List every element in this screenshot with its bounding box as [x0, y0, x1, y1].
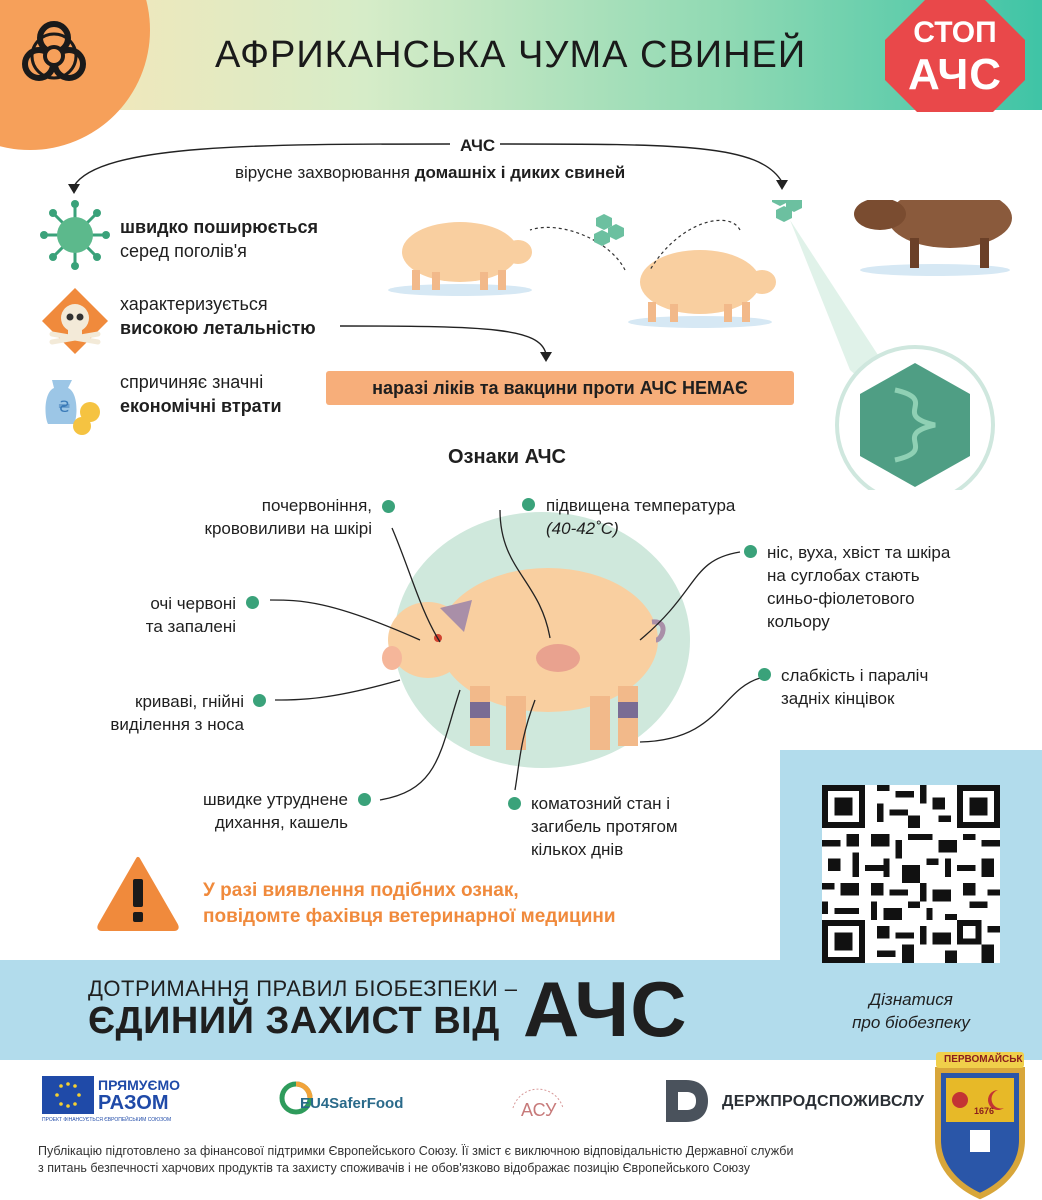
sign-temperature-line2: (40-42˚С) [546, 519, 619, 538]
crest-year: 1676 [974, 1106, 995, 1116]
sign-coma-line3: кількох днів [531, 840, 624, 859]
asf-label: АЧС [460, 136, 496, 155]
sign-red-eyes-line2: та запалені [145, 617, 236, 636]
sign-skin-redness [160, 494, 372, 540]
footer-disclaimer [38, 1143, 793, 1177]
sign-dot [246, 596, 259, 609]
eu-flag-icon [42, 1076, 94, 1114]
stop-label-line1: СТОП [913, 16, 997, 49]
sign-red-eyes [100, 592, 236, 638]
qr-code[interactable] [822, 785, 1000, 963]
sign-dot [744, 545, 757, 558]
sign-paralysis [781, 664, 928, 710]
sign-purple-skin-line2: на суглобах стають [767, 566, 920, 585]
sign-nasal-discharge-line2: виділення з носа [110, 715, 244, 734]
stop-label-line2: АЧС [907, 50, 1003, 99]
sign-purple-skin-line1: ніс, вуха, хвіст та шкіра [767, 543, 951, 562]
footer-line2: з питань безпечності харчових продуктів та захисту споживачів і не обов'язково відображає позицію Європейського Союзу [38, 1161, 751, 1175]
sign-temperature [546, 494, 735, 540]
sign-nasal-discharge-line1: криваві, гнійні [135, 692, 244, 711]
warning-text-line1: У разі виявлення подібних ознак, [203, 880, 519, 901]
feature-economic-regular: спричиняє значні [120, 372, 264, 392]
intro-arrows [60, 130, 800, 200]
sign-nasal-discharge [40, 690, 244, 736]
sign-dot [522, 498, 535, 511]
feature-lethality-regular: характеризується [120, 294, 268, 314]
sign-skin-redness-line2: крововиливи на шкірі [204, 519, 372, 538]
sign-breathing-line2: дихання, кашель [214, 813, 348, 832]
footer-line1: Публікацію підготовлено за фінансової підтримки Європейського Союзу. Її зміст є виключною відповідальністю Державної служби [38, 1144, 794, 1158]
biohazard-icon [14, 14, 94, 94]
page-title: АФРИКАНСЬКА ЧУМА СВИНЕЙ [215, 34, 807, 76]
sign-coma-line1: коматозний стан і [531, 794, 671, 813]
feature-economic-bold: економічні втрати [120, 396, 282, 416]
qr-caption [780, 988, 1042, 1034]
sign-temperature-line1: підвищена температура [546, 496, 736, 515]
feature-lethality [120, 292, 316, 340]
warning-text-line2: повідомте фахівця ветеринарної медицини [203, 906, 616, 927]
sign-dot [358, 793, 371, 806]
city-crest-icon [928, 1050, 1032, 1200]
feature-spread [120, 215, 318, 263]
feature-spread-bold: швидко поширюється [120, 217, 318, 237]
signs-title: Ознаки АЧС [448, 446, 566, 468]
warning-icon [96, 855, 180, 931]
dps-logo: ДЕРЖПРОДСПОЖИВСЛУ [722, 1093, 925, 1110]
warning-text [203, 878, 616, 930]
feature-spread-regular: серед поголів'я [120, 241, 247, 261]
sign-purple-skin-line3: синьо-фіолетового [767, 589, 915, 608]
sign-purple-skin [767, 541, 950, 633]
sign-coma-line2: загибель протягом [531, 817, 678, 836]
band-big-text: АЧС [523, 965, 688, 1053]
virus-icon [40, 200, 110, 270]
pryamuemo-logo-line2: РАЗОМ [98, 1092, 169, 1114]
feature-economic [120, 370, 282, 418]
asf-description-bold: домашніх і диких свиней [414, 163, 626, 182]
band-line1: ДОТРИМАННЯ ПРАВИЛ БІОБЕЗПЕКИ – [88, 976, 518, 1001]
no-cure-banner: наразі ліків та вакцини проти АЧС НЕМАЄ [326, 371, 794, 405]
sign-dot [253, 694, 266, 707]
pryamuemo-logo-line1: ПРЯМУЄМО [98, 1077, 180, 1093]
qr-caption-line1: Дізнатися [869, 990, 953, 1009]
skull-warning-icon [40, 286, 110, 356]
qr-caption-line2: про біобезпеку [852, 1013, 970, 1032]
sign-paralysis-line1: слабкість і параліч [781, 666, 929, 685]
asf-description-prefix: вірусне захворювання [235, 163, 415, 182]
eu4saferfood-logo: EU4SaferFood [300, 1095, 404, 1112]
pryamuemo-logo-sub: ПРОЕКТ ФІНАНСУЄТЬСЯ ЄВРОПЕЙСЬКИМ СОЮЗОМ [42, 1117, 172, 1123]
sign-breathing [130, 788, 348, 834]
sign-skin-redness-line1: почервоніння, [261, 496, 372, 515]
sign-purple-skin-line4: кольору [767, 612, 830, 631]
asu-logo: АСУ [521, 1100, 557, 1120]
band-line2: ЄДИНИЙ ЗАХИСТ ВІД [88, 1000, 500, 1042]
dps-logo-icon [662, 1078, 710, 1124]
sign-paralysis-line2: задніх кінцівок [781, 689, 895, 708]
sign-breathing-line1: швидке утруднене [203, 790, 348, 809]
money-bag-icon [38, 366, 108, 436]
sign-dot [508, 797, 521, 810]
sign-coma [531, 792, 678, 861]
crest-label: ПЕРВОМАЙСЬК [944, 1054, 1023, 1065]
sign-dot [382, 500, 395, 513]
sign-red-eyes-line1: очі червоні [150, 594, 236, 613]
sign-dot [758, 668, 771, 681]
svg-text:₴: ₴ [58, 397, 71, 416]
feature-lethality-bold: високою летальністю [120, 318, 316, 338]
